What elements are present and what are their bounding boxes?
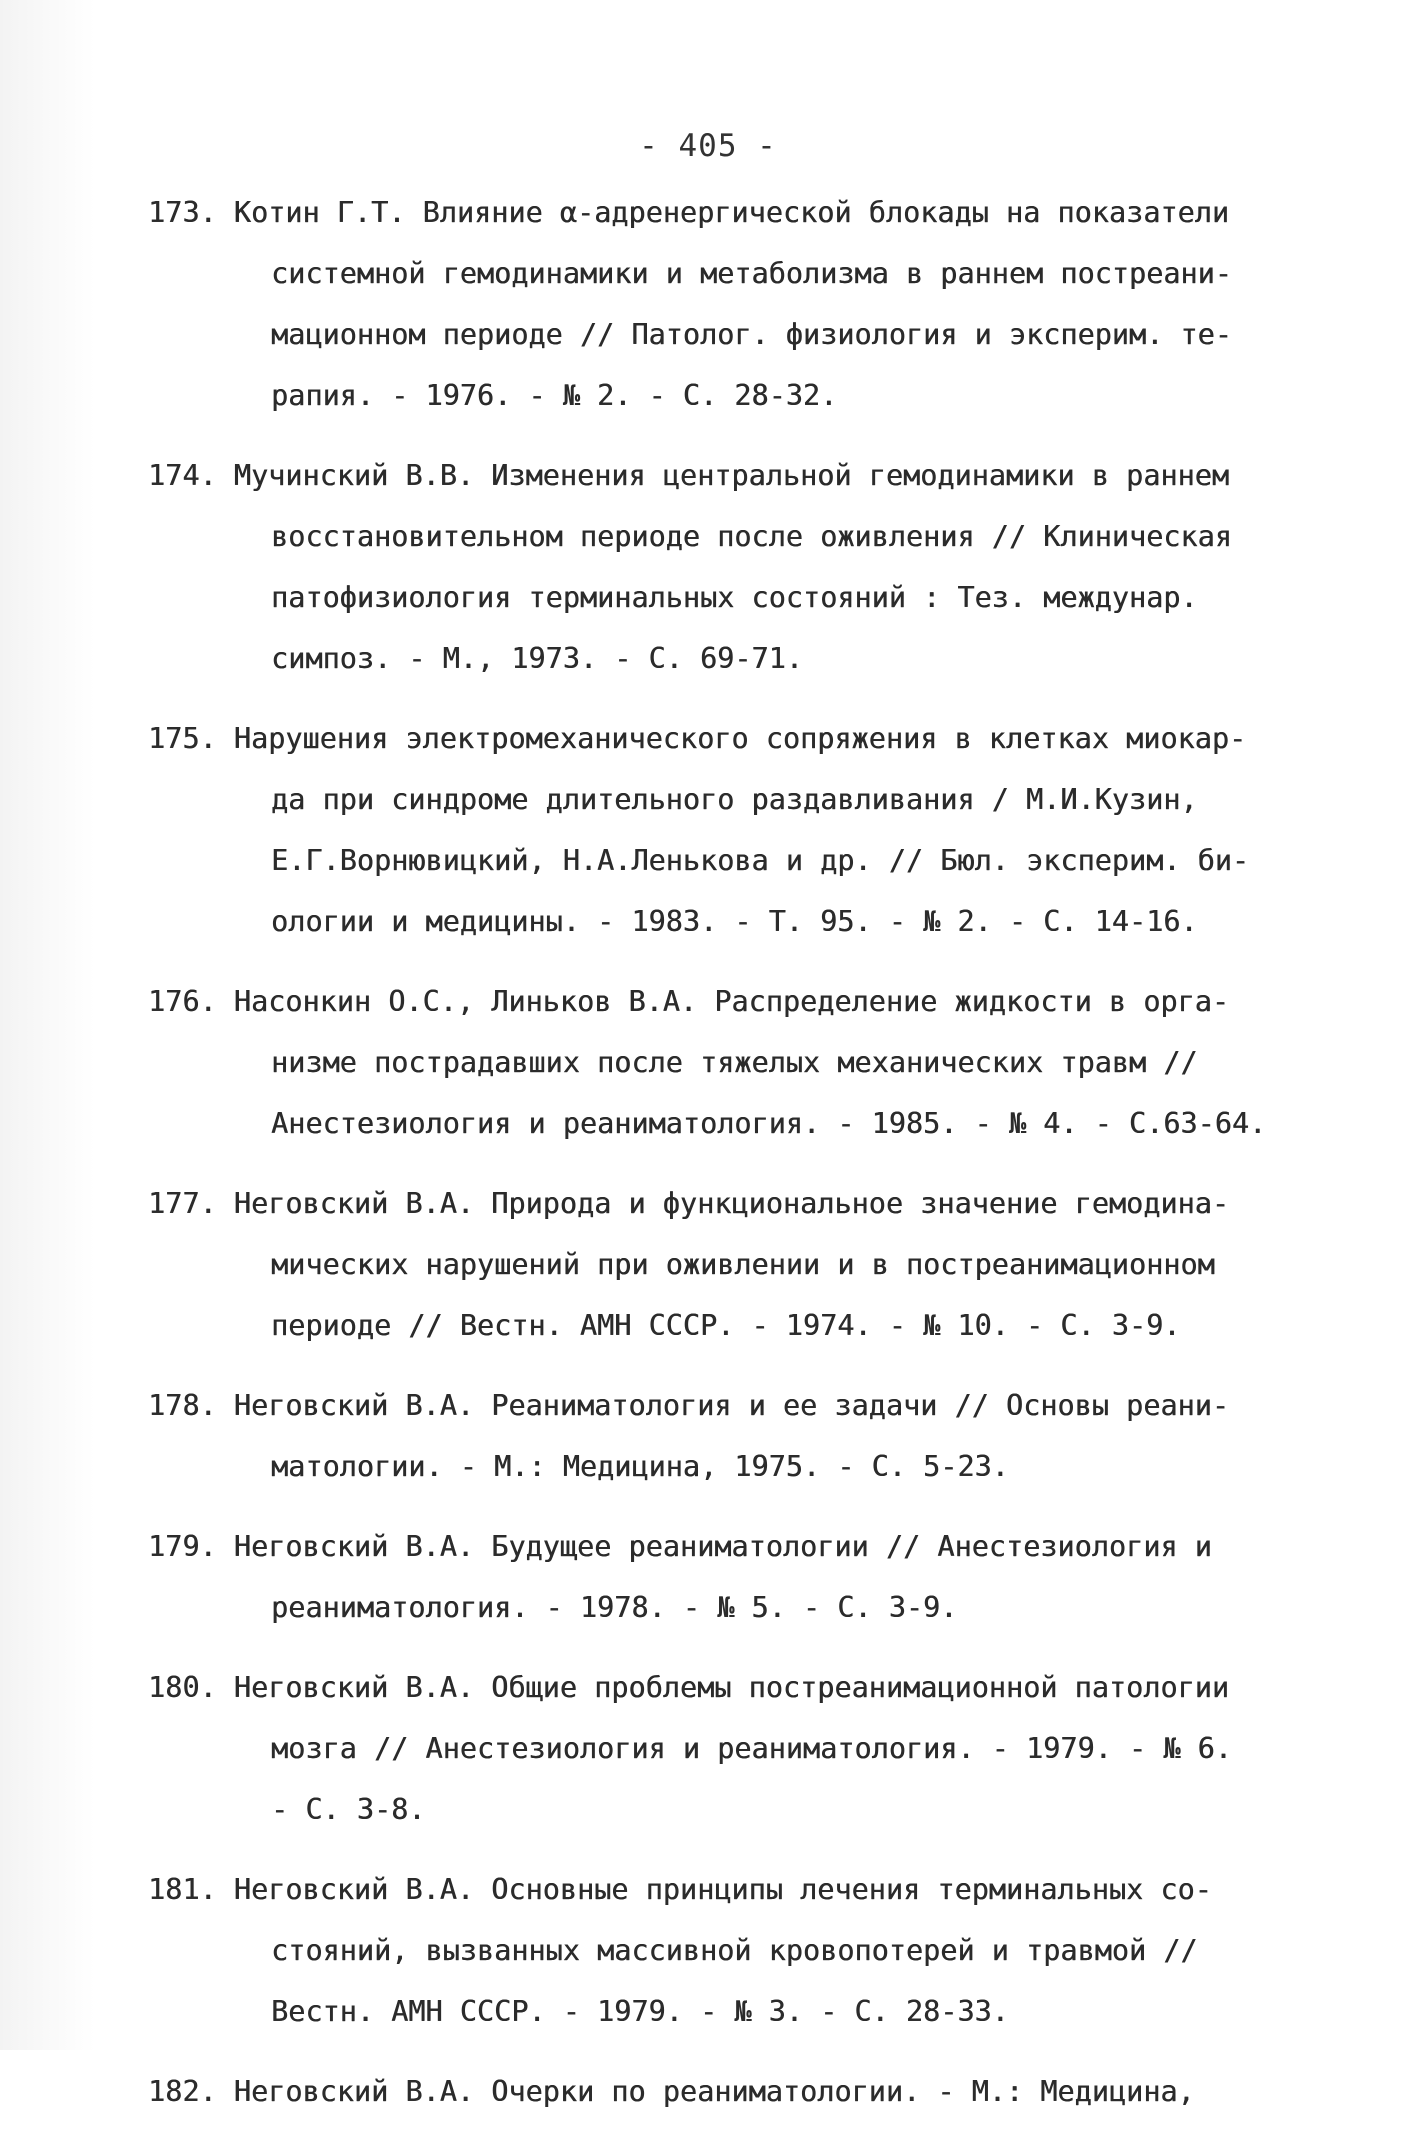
scan-shadow (0, 0, 95, 2050)
reference-first-line: 180. Неговский В.А. Общие проблемы постреанимационной патологии (148, 1671, 1229, 1704)
reference-continuation-line: мических нарушений при оживлении и в постреанимационном (271, 1248, 1215, 1281)
reference-first-line: 174. Мучинский В.В. Изменения центральной гемодинамики в раннем (148, 459, 1229, 492)
reference-first-line: 175. Нарушения электромеханического сопряжения в клетках миокар- (148, 722, 1247, 755)
reference-continuation-line: реаниматология. - 1978. - № 5. - С. 3-9. (271, 1591, 958, 1624)
reference-first-line: 176. Насонкин О.С., Линьков В.А. Распределение жидкости в орга- (148, 985, 1229, 1018)
reference-entry (148, 1516, 1298, 1638)
reference-continuation-line: ологии и медицины. - 1983. - Т. 95. - № 2. - С. 14-16. (271, 905, 1198, 938)
reference-continuation-line: Анестезиология и реаниматология. - 1985. - № 4. - С.63-64. (271, 1107, 1267, 1140)
reference-continuation-line: стояний, вызванных массивной кровопотерей и травмой // (271, 1934, 1198, 1967)
reference-entry (148, 2061, 1298, 2122)
reference-first-line: 178. Неговский В.А. Реаниматология и ее задачи // Основы реани- (148, 1389, 1229, 1422)
reference-list (148, 182, 1298, 2141)
reference-first-line: 177. Неговский В.А. Природа и функциональное значение гемодина- (148, 1187, 1229, 1220)
reference-first-line: 182. Неговский В.А. Очерки по реаниматологии. - М.: Медицина, (148, 2075, 1195, 2108)
reference-entry (148, 1375, 1298, 1497)
reference-entry (148, 708, 1298, 952)
reference-continuation-line: системной гемодинамики и метаболизма в раннем постреани- (271, 257, 1232, 290)
reference-entry (148, 445, 1298, 689)
reference-continuation-line: мозга // Анестезиология и реаниматология. - 1979. - № 6. (271, 1732, 1232, 1765)
reference-continuation-line: низме пострадавших после тяжелых механических травм // (271, 1046, 1198, 1079)
reference-first-line: 181. Неговский В.А. Основные принципы лечения терминальных со- (148, 1873, 1212, 1906)
reference-continuation-line: восстановительном периоде после оживления // Клиническая (271, 520, 1232, 553)
reference-continuation-line: - С. 3-8. (271, 1793, 426, 1826)
reference-entry (148, 1657, 1298, 1840)
reference-continuation-line: симпоз. - М., 1973. - С. 69-71. (271, 642, 803, 675)
reference-first-line: 179. Неговский В.А. Будущее реаниматологии // Анестезиология и (148, 1530, 1212, 1563)
reference-continuation-line: Е.Г.Ворнювицкий, Н.А.Ленькова и др. // Бюл. эксперим. би- (271, 844, 1250, 877)
reference-continuation-line: матологии. - М.: Медицина, 1975. - С. 5-23. (271, 1450, 1009, 1483)
reference-continuation-line: периоде // Вестн. АМН СССР. - 1974. - № 10. - С. 3-9. (271, 1309, 1181, 1342)
reference-entry (148, 1859, 1298, 2042)
reference-continuation-line: мационном периоде // Патолог. физиология и эксперим. те- (271, 318, 1232, 351)
reference-entry (148, 971, 1298, 1154)
reference-continuation-line: рапия. - 1976. - № 2. - С. 28-32. (271, 379, 838, 412)
page-number: - 405 - (639, 128, 777, 164)
reference-entry (148, 182, 1298, 426)
reference-continuation-line: Вестн. АМН СССР. - 1979. - № 3. - С. 28-33. (271, 1995, 1009, 2028)
reference-entry (148, 1173, 1298, 1356)
reference-continuation-line: патофизиология терминальных состояний : Тез. междунар. (271, 581, 1198, 614)
reference-first-line: 173. Котин Г.Т. Влияние α-адренергической блокады на показатели (148, 196, 1229, 229)
reference-continuation-line: да при синдроме длительного раздавливания / М.И.Кузин, (271, 783, 1198, 816)
